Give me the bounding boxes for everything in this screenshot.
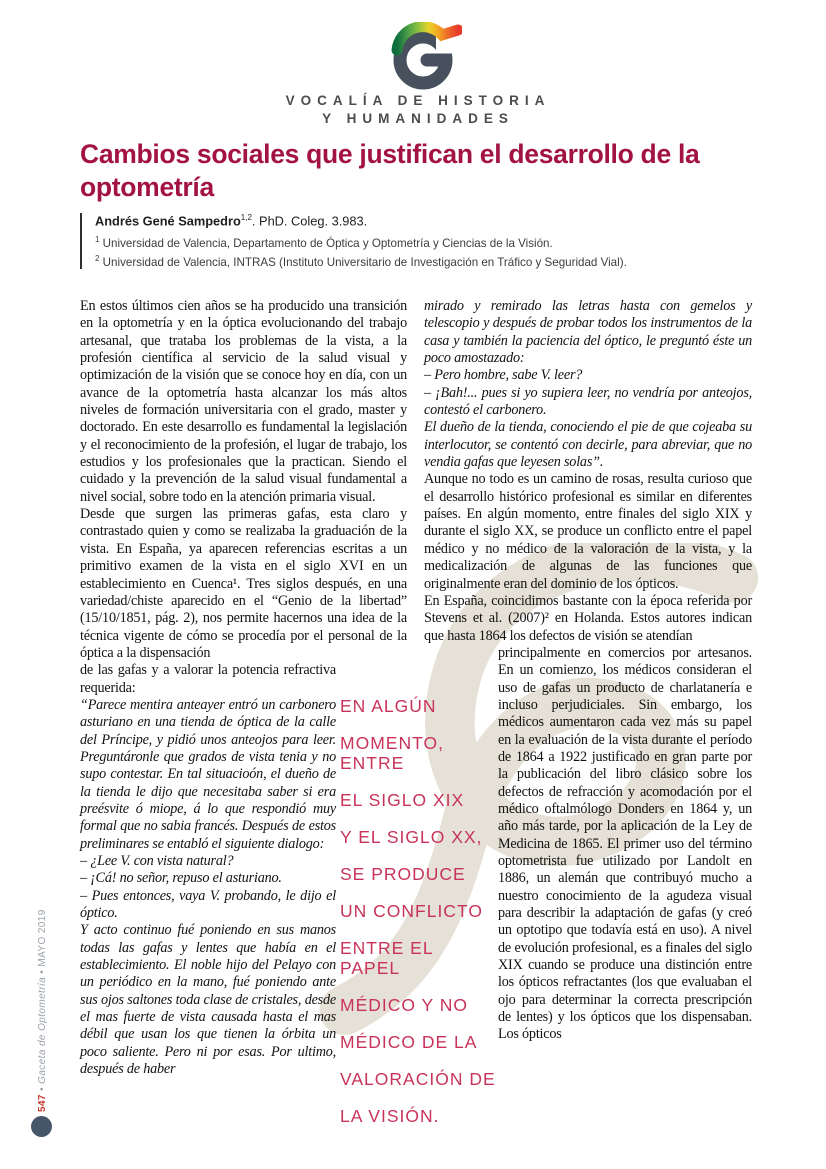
affiliation-1-text: Universidad de Valencia, Departamento de Óptica y Optometría y Ciencias de la Visión. (99, 237, 553, 251)
section-brand (63, 93, 773, 126)
gaceta-g-logo-icon (384, 22, 462, 95)
paragraph: de las gafas y a valorar la potencia refractiva requerida: (80, 662, 336, 696)
historical-quote: El dueño de la tienda, conociendo el pie de que cojeaba su interlocutor, se contentó con decirle, para abreviar, que no vendia gafas que leyesen solas”. (424, 419, 752, 471)
historical-quote: mirado y remirado las letras hasta con gemelos y telescopio y después de probar todos los instrumentos de la casa y también la paciencia del óptico, le preguntó éste un poco amostazado: (424, 298, 752, 367)
pull-quote-line: EN ALGÚN (340, 696, 437, 716)
dialogue-line: – Pues entonces, vaya V. probando, le dijo el óptico. (80, 887, 336, 922)
author-credentials: . PhD. Coleg. 3.983. (251, 213, 368, 229)
author-affiliation-marker: 1,2 (240, 213, 252, 222)
article-title (80, 138, 699, 204)
left-column-narrow-block (80, 662, 336, 1078)
pull-quote (340, 696, 498, 1143)
pull-quote-line: Y EL SIGLO XX, (340, 827, 483, 847)
author-block (80, 213, 627, 269)
folio-dot (31, 1116, 52, 1137)
pull-quote-line: SE PRODUCE (340, 864, 466, 884)
pull-quote-line: VALORACIÓN DE (340, 1069, 496, 1089)
pull-quote-line: LA VISIÓN. (340, 1106, 440, 1126)
paragraph: En estos últimos cien años se ha producido una transición en la optometría y en la óptica evolucionando del trabajo artesanal, que trataba los problemas de la vista, a la profesión científica al servicio de la salud visual y optimización de la visión que se conoce hoy en día, con un avance de la optometría hasta alcanzar los más altos niveles de formación universitaria con el grado, master y doctorado. En este desarrollo es fundamental la legislación y el reconocimiento de la profesión, el lugar de trabajo, los estudios y los profesionales que la practican. Siendo el cuidado y la prevención de la salud visual fundamental a nivel social, sobre todo en la atención primaria visual. (80, 298, 407, 505)
brand-line-1: VOCALÍA DE HISTORIA (285, 93, 551, 108)
issue-date: MAYO 2019 (37, 909, 48, 967)
dialogue-line: – Pero hombre, sabe V. leer? (424, 367, 583, 384)
affiliation-2-text: Universidad de Valencia, INTRAS (Instituto Universitario de Investigación en Tráfico y Seguridad Vial). (99, 255, 627, 269)
paragraph: Aunque no todo es un camino de rosas, resulta curioso que el desarrollo histórico profesional es similar en diferentes países. En algún momento, entre finales del siglo XIX y durante el siglo XX, se produce un conflicto entre el papel médico y no médico de la valoración de la vista, y la medicalización de algunas de las funciones que originalmente eran del dominio de los ópticos. (424, 471, 752, 592)
right-column-wide-block (424, 298, 752, 645)
folio-sidebar (37, 909, 48, 1112)
pull-quote-line: MÉDICO Y NO (340, 995, 469, 1015)
paragraph: principalmente en comercios por artesanos. En un comienzo, los médicos consideran el uso de gafas un producto de charlatanería e incluso perjudiciales. Sin embargo, los médicos aumentaron cada vez más su papel en la evaluación de la vista durante el período de 1864 a 1922 justificado en gran parte por la publicación del libro clásico sobre los defectos de refracción y acomodación por el médico oftalmólogo Donders en 1864 y, un año más tarde, por la aplicación de la Ley de Medicina de 1865. El primer uso del término optometrista fue utilizado por Landolt en 1886, un alemán que contribuyó mucho a nuestro conocimiento de la agudeza visual para describir la adaptación de gafas (y creó un optotipo que todavía está en uso). A nivel de evolución profesional, es a finales del siglo XIX cuando se produce una distinción entre los ópticos refractantes (los que evaluaban el ojo para determinar la correcta prescripción de lentes) y los ópticos que los dispensaban. Los ópticos (498, 644, 752, 1043)
folio-separator: • (37, 966, 48, 977)
paragraph: Desde que surgen las primeras gafas, esta claro y contrastado quien y como se realizaba la graduación de la vista. En España, ya aparecen referencias escritas a un primitivo examen de la vista en el siglo XVI en un establecimiento en Cuenca¹. Tres siglos después, en una variedad/chiste aparecido en el “Genio de la libertad” (15/10/1851, pág. 2), nos permite hacernos una idea de la técnica vigente de cómo se procedía por el personal de la óptica a la dispensación (80, 506, 407, 661)
article-title-line2: optometría (80, 172, 214, 202)
historical-quote: Y acto continuo fué poniendo en sus manos todas las gafas y lentes que había en el establecimiento. El noble hijo del Pelayo con un periódico en la mano, fué poniendo ante sus ojos saltones toda clase de cristales, desde el mas fuerte de vista causada hasta el mas débil que usan los que tienen la órbita un poco saliente. Pero ni por esas. Por ultimo, después de haber (80, 922, 336, 1078)
right-column-narrow-block (498, 645, 752, 1044)
pull-quote-line: MÉDICO DE LA (340, 1032, 478, 1052)
author-name: Andrés Gené Sampedro (95, 213, 241, 229)
pull-quote-line: UN CONFLICTO (340, 901, 483, 921)
magazine-name: Gaceta de Optometría (37, 976, 48, 1084)
dialogue-line: – ¡Bah!... pues si yo supiera leer, no vendría por anteojos, contestó el carbonero. (424, 384, 752, 419)
affiliation-2-marker: 2 (95, 254, 100, 264)
left-column-wide-block (80, 298, 407, 662)
page-number: 547 (37, 1094, 48, 1112)
pull-quote-line: EL SIGLO XIX (340, 790, 465, 810)
affiliation-1 (95, 235, 627, 250)
pull-quote-line: MOMENTO, ENTRE (340, 733, 444, 773)
affiliation-2 (95, 254, 627, 269)
paragraph: En España, coincidimos bastante con la época referida por Stevens et al. (2007)² en Holanda. Estos autores indican que hasta 1864 los defectos de visión se atendían (424, 592, 752, 644)
folio-separator: • (37, 1083, 48, 1095)
article-title-line1: Cambios sociales que justifican el desarrollo de la (80, 139, 700, 169)
dialogue-line: – ¡Cá! no señor, repuso el asturiano. (80, 870, 282, 887)
pull-quote-line: ENTRE EL PAPEL (340, 938, 433, 978)
dialogue-line: – ¿Lee V. con vista natural? (80, 853, 234, 869)
author-name-line (95, 213, 627, 228)
brand-line-2: Y HUMANIDADES (322, 111, 514, 126)
affiliation-1-marker: 1 (95, 235, 100, 245)
historical-quote: “Parece mentira anteayer entró un carbonero asturiano en una tienda de óptica de la calle del Príncipe, y pidió unos anteojos para leer. Preguntáronle que grados de vista tenia y no supo contestar. En tal situacioón, el dueño de la tienda le dijo que necesitaba saber si era preésvite ó miope, á lo que respondió muy formal que no sabia francés. Después de estos preliminares se entabló el siguiente dialogo: (80, 696, 336, 852)
